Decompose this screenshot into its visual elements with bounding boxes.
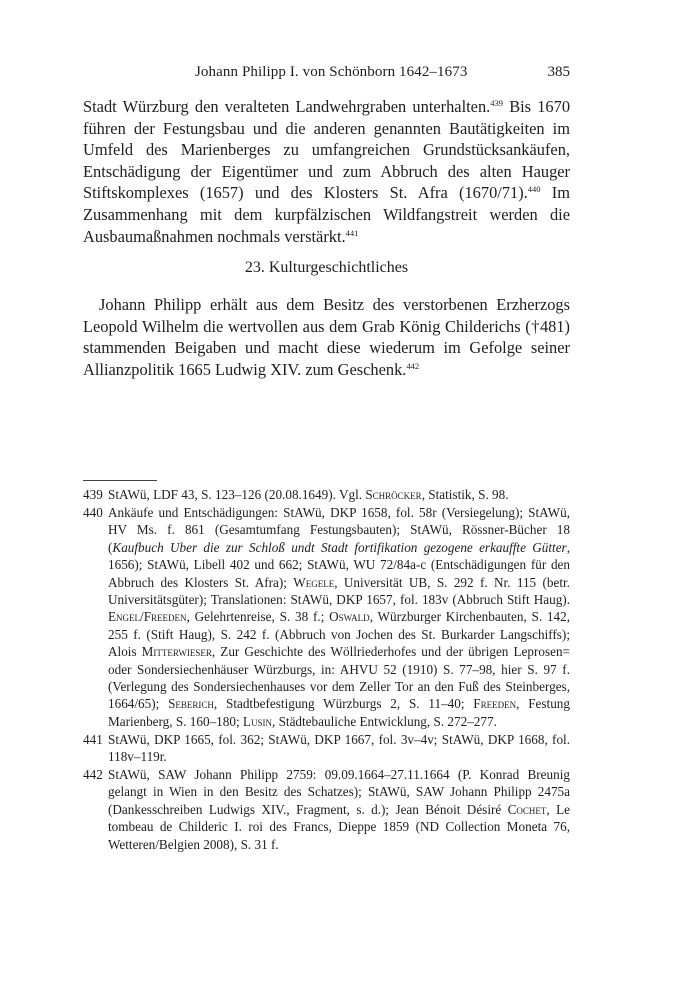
- text-run: , Universität UB, S. 292 f. Nr. 115 (betr. Universitätsgüter); Translationen: StAWü, DKP 1657, fol. 183v (Abbruch Stift Haug).: [108, 574, 570, 607]
- text-run: , Zur Geschichte des Wöllriederhofes und der übrigen Leprosen= oder Sondersiechenhäuser Würzburgs, in: AHVU 52 (1910) S. 77–98, hier S. 97 f. (Verlegung des Sondersiechenhauses vor dem Zeller Tor an den Fuß des Steinberges, 1664/65);: [108, 644, 570, 712]
- footnote-number: 441: [83, 731, 103, 747]
- author-name: Cochet: [507, 801, 547, 817]
- text-run: , Gelehrtenreise, S. 38 f.;: [186, 609, 330, 625]
- running-title: Johann Philipp I. von Schönborn 1642–1673: [195, 64, 468, 80]
- author-name: Engel/Freeden: [108, 609, 187, 625]
- text-run: Ankäufe und Entschädigungen: StAWü, DKP 1658, fol. 58r (Versiegelung); StAWü, HV Ms. f. 861 (Gesamtumfang Festungsbauten); StAWü, Rössner-Bücher 18 (: [108, 504, 570, 555]
- footnote-ref-440[interactable]: 440: [527, 184, 541, 195]
- footnote-ref-442[interactable]: 442: [406, 360, 420, 371]
- footnote-number: 440: [83, 504, 103, 520]
- footnote-ref-439[interactable]: 439: [490, 98, 504, 108]
- text-run: Stadt Würzburg den veralteten Landwehrgraben unterhalten.: [83, 97, 491, 116]
- paragraph-text: [83, 294, 570, 380]
- text-run: , Würzburger Kirchenbauten, S. 142, 255 f. (Stift Haug), S. 242 f. (Abbruch von Jochen des St. Burkarder Langschiffs); Alois: [108, 609, 571, 660]
- footnote-number: 439: [83, 487, 103, 502]
- footnote-439: [83, 486, 570, 503]
- footnote-number: 442: [83, 767, 103, 782]
- footnote-separator: [83, 480, 157, 481]
- italic-title: Kaufbuch Uber die zur Schloß undt Stadt fortifikation gezogene erkauffte Gütter: [112, 539, 567, 555]
- text-run: Im Zusammenhang mit dem kurpfälzischen Wildfangstreit werden die Ausbaumaßnahmen nochmals verstärkt.: [83, 183, 570, 246]
- page-number: 385: [547, 64, 570, 80]
- section-heading: 23. Kulturgeschichtliches: [244, 259, 409, 276]
- text-run: Bis 1670 führen der Festungsbau und die anderen genannten Bautätigkeiten im Umfeld des Marienberges zu umfangreichen Grundstücksankäufen, Entschädigung der Eigentümer und zum Abbruch des alten Hauger Stiftskomplexes (1657) und des Klosters St. Afra (1670/71).: [83, 97, 571, 203]
- text-run: , 1656); StAWü, Libell 402 und 662; StAWü, WU 72/84a-c (Entschädigungen für den Abbruch des Klosters St. Afra);: [108, 539, 570, 590]
- footnote-442: [83, 766, 570, 853]
- author-name: Schröcker: [365, 487, 422, 502]
- paragraph-text: [83, 96, 570, 247]
- footnote-440: [83, 504, 570, 730]
- text-run: StAWü, SAW Johann Philipp 2759: 09.09.1664–27.11.1664 (P. Konrad Breunig gelangt in Wien in den Besitz des Schatzes); StAWü, SAW Johann Philipp 2475a (Dankesschreiben Ludwigs XIV., Fragment, s. d.); Jean Bénoit Désiré: [108, 767, 570, 817]
- text-run: StAWü, LDF 43, S. 123–126 (20.08.1649). Vgl.: [108, 487, 366, 502]
- author-name: Freeden: [473, 696, 517, 712]
- text-run: , Statistik, S. 98.: [421, 487, 509, 502]
- footnotes: [83, 486, 570, 854]
- footnote-441: [83, 731, 570, 766]
- author-name: Lusin: [242, 713, 272, 729]
- author-name: Mitterwieser: [141, 644, 212, 660]
- author-name: Seberich: [168, 696, 214, 712]
- text-run: StAWü, DKP 1665, fol. 362; StAWü, DKP 1667, fol. 3v–4v; StAWü, DKP 1668, fol. 118v–119r.: [108, 731, 570, 765]
- author-name: Wegele: [293, 574, 335, 590]
- body-paragraph-1: [83, 96, 570, 247]
- author-name: Oswald: [329, 609, 370, 625]
- text-run: , Städtebauliche Entwicklung, S. 272–277.: [271, 713, 497, 729]
- text-run: , Festung Marienberg, S. 160–180;: [108, 696, 570, 729]
- body-paragraph-2: [83, 294, 570, 380]
- text-run: , Stadtbefestigung Würzburgs 2, S. 11–40;: [213, 696, 474, 712]
- footnote-ref-441[interactable]: 441: [345, 227, 359, 238]
- text-run: Johann Philipp erhält aus dem Besitz des verstorbenen Erzherzogs Leopold Wilhelm die wertvollen aus dem Grab König Childerichs (†481) stammenden Beigaben und macht diese wiederum im Gefolge seiner Allianzpolitik 1665 Ludwig XIV. zum Geschenk.: [83, 295, 570, 379]
- text-run: , Le tombeau de Childeric I. roi des Francs, Dieppe 1859 (ND Collection Moneta 76, Wetteren/Belgien 2008), S. 31 f.: [108, 801, 570, 852]
